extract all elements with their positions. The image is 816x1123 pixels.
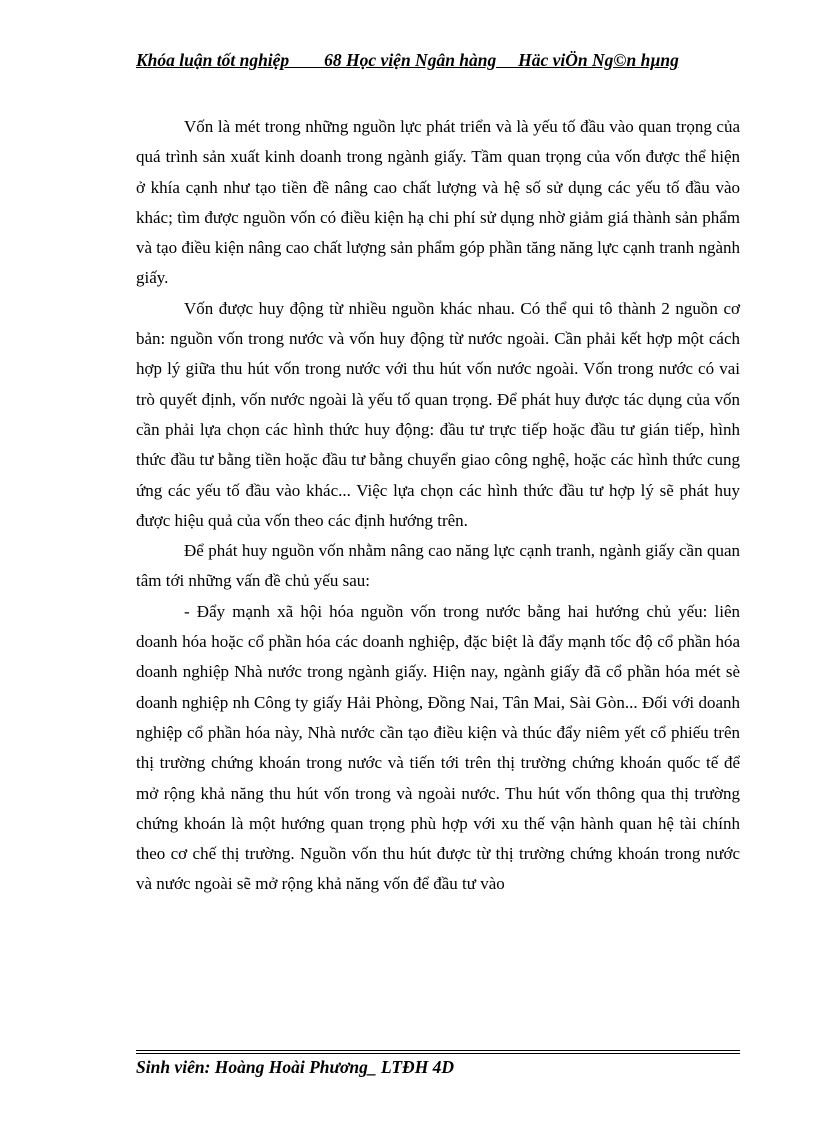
bullet-paragraph: - Đẩy mạnh xã hội hóa nguồn vốn trong nước bằng hai hướng chủ yếu: liên doanh hóa hoặc cổ phần hóa các doanh nghiệp, đặc biệt là đẩy mạnh tốc độ cổ phần hóa doanh nghiệp Nhà nước trong ngành giấy. Hiện nay, ngành giấy đã cổ phần hóa mét sè doanh nghiệp nh Công ty giấy Hải Phòng, Đồng Nai, Tân Mai, Sài Gòn... Đối với doanh nghiệp cổ phần hóa này, Nhà nước cần tạo điều kiện và thúc đẩy niêm yết cổ phiếu trên thị trường chứng khoán trong nước và tiến tới trên thị trường chứng khoán quốc tế để mở rộng khả năng thu hút vốn trong và ngoài nước. Thu hút vốn thông qua thị trường chứng khoán là một hướng quan trọng phù hợp với xu thế vận hành quan hệ tài chính theo cơ chế thị trường. Nguồn vốn thu hút được từ thị trường chứng khoán trong nước và nước ngoài sẽ mở rộng khả năng vốn để đầu tư vào [136, 601, 740, 894]
page-footer: Sinh viên: Hoàng Hoài Phương_ LTĐH 4D [136, 1057, 455, 1077]
paragraph-2: Vốn được huy động từ nhiều nguồn khác nhau. Có thể qui tô thành 2 nguồn cơ bản: nguồn vốn trong nước và vốn huy động từ nước ngoài. Cần phải kết hợp một cách hợp lý giữa thu hút vốn trong nước với thu hút vốn nước ngoài. Vốn trong nước có vai trò quyết định, vốn nước ngoài là yếu tố quan trọng. Để phát huy được tác dụng của vốn cần phải lựa chọn các hình thức huy động: đầu tư trực tiếp hoặc đầu tư gián tiếp, hình thức đầu tư bằng tiền hoặc đầu tư bằng chuyển giao công nghệ, hoặc các hình thức cung ứng các yếu tố đầu vào khác... Việc lựa chọn các hình thức đầu tư hợp lý sẽ phát huy được hiệu quả của vốn theo các định hướng trên. [136, 298, 740, 530]
paragraph-1: Vốn là mét trong những nguồn lực phát triển và là yếu tố đầu vào quan trọng của quá trình sản xuất kinh doanh trong ngành giấy. Tầm quan trọng của vốn được thể hiện ở khía cạnh như tạo tiền đề nâng cao chất lượng và hệ số sử dụng các yếu tố đầu vào khác; tìm được nguồn vốn có điều kiện hạ chi phí sử dụng nhờ giảm giá thành sản phẩm và tạo điều kiện nâng cao chất lượng sản phẩm góp phần tăng năng lực cạnh tranh ngành giấy. [136, 117, 740, 288]
paragraph-3: Để phát huy nguồn vốn nhằm nâng cao năng lực cạnh tranh, ngành giấy cần quan tâm tới những vấn đề chủ yếu sau: [136, 541, 740, 591]
page-header: Khóa luận tốt nghiệp 68 Học viện Ngân hàng Häc viÖn Ng©n hµng [136, 50, 679, 70]
footer-rule-bottom [136, 1053, 740, 1054]
document-body [136, 112, 740, 900]
footer-rule-top [136, 1050, 740, 1051]
